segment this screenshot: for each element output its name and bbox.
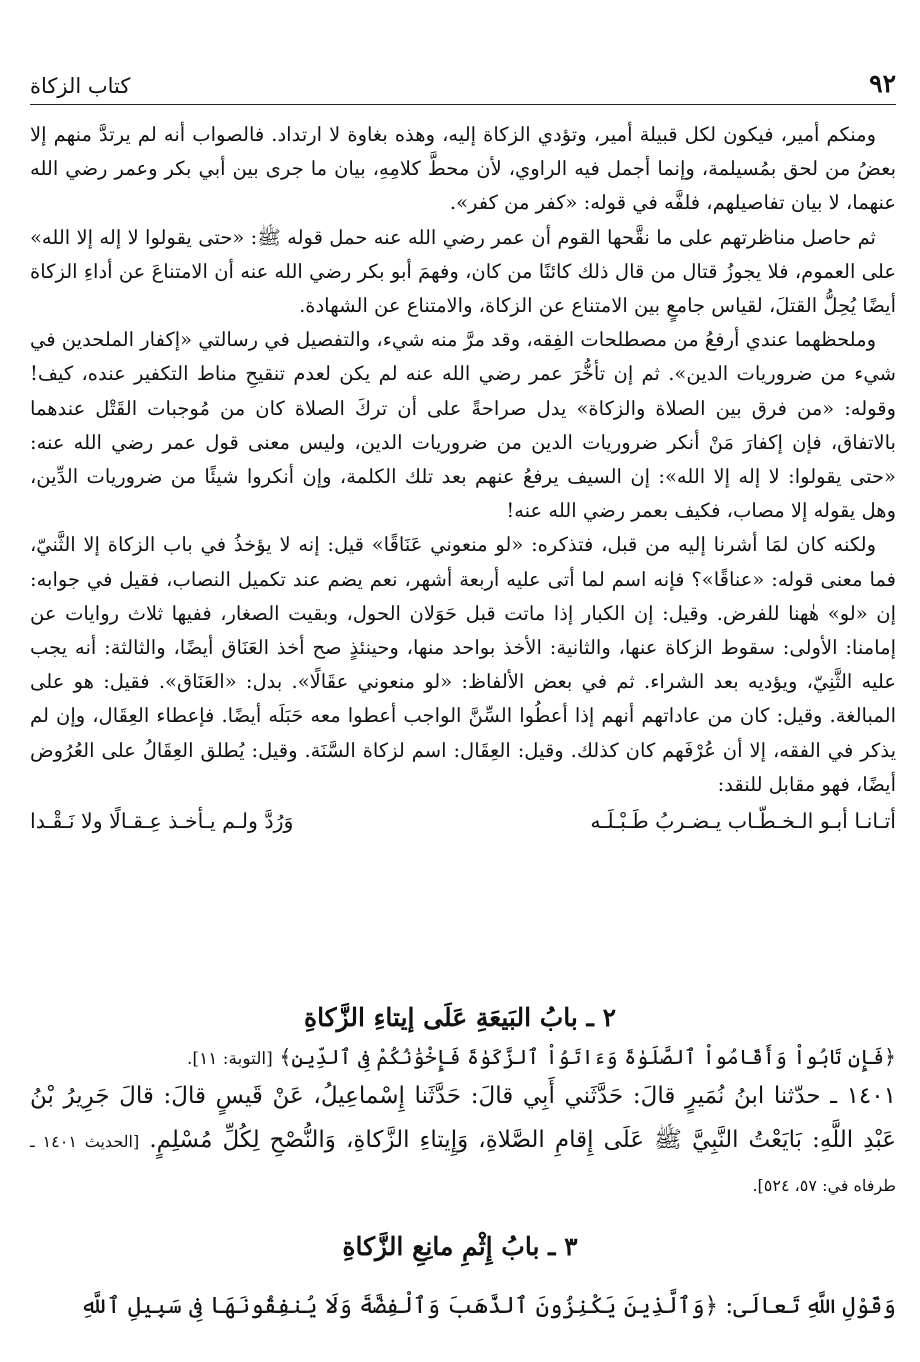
page-number: ٩٢ (869, 69, 896, 98)
quran-verse: ﴿فَإِن تَابُواْ وَأَقَامُواْ ٱلصَّلَوٰةَ وَءَاتَوُاْ ٱلزَّكَوٰةَ فَإِخْوَٰنُكُمْ فِى ٱلدِّينِ﴾ (279, 1045, 896, 1069)
quran-citation (30, 1040, 896, 1076)
hadith-block (30, 1075, 896, 1208)
hadith-references: [الحديث ١٤٠١ ـ طرفاه في: ٥٧، ٥٢٤]. (30, 1131, 896, 1195)
chapter-3-title: ٣ ـ بابُ إِثْمِ مانِعِ الزَّكاةِ (342, 1232, 578, 1261)
hadith-text: ١٤٠١ ـ حدّثنا ابنُ نُمَيرٍ قالَ: حَدَّثَني أَبِي قالَ: حَدَّثَنا إِسْماعِيلُ، عَنْ قَيسٍ قالَ: قالَ جَرِيرُ بْنُ عَبْدِ اللَّهِ: بَايَعْتُ النَّبِيَّ ﷺ عَلَى إِقامِ الصَّلاةِ، وَإِيتاءِ الزَّكاةِ، وَالنُّصْحِ لِكُلِّ مُسْلِمٍ. (30, 1083, 897, 1153)
paragraph: ثم حاصل مناظرتهم على ما نقَّحها القوم أن عمر رضي الله عنه حمل قوله ﷺ: «حتى يقولوا لا إله إلا الله» على العموم، فلا يجوزُ قتال من قال ذلك كائنًا من كان، وفهمَ أبو بكر رضي الله عنه أن الامتناعَ عن أداءِ الزكاة أيضًا يُحِلُّ القتلَ، لقياس جامعٍ بين الامتناع عن الزكاة، والامتناع عن الشهادة. (30, 225, 896, 318)
chapter-2-title: ٢ ـ بابُ البَيعَةِ عَلَى إيتاءِ الزَّكاةِ (303, 1003, 617, 1032)
running-title: كتاب الزكاة (30, 74, 131, 98)
paragraph: ولكنه كان لمَا أشرنا إليه من قبل، فتذكره: «لو منعوني عَنَاقًا» قيل: إنه لا يؤخذُ في باب الزكاة إلا الثَّنيّ، فما معنى قوله: «عناقًا»؟ فإنه اسم لما أتى عليه أربعة أشهر، نعم يضم عند تكميل النصاب، فقيل في جوابه: إن «لو» هٰهنا للفرض. وقيل: إن الكبار إذا ماتت قبل حَوَلان الحول، وبقيت الصغار، ففيها ثلاث روايات عن إمامنا: الأولى: سقوط الزكاة عنها، والثانية: الأخذ بواحد منها، وحينئذٍ صح أخذ العَنَاق أيضًا، والثالثة: أنه يجب عليه الثَّنِيّ، ويؤديه بعد الشراء. ثم في بعض الألفاظ: «لو منعوني عقَالًا». بدل: «العَنَاق». فقيل: هو على المبالغة. وقيل: كان من عاداتهم أنهم إذا أعطُوا السِّنَّ الواجب أعطوا معه حَبَلَه أيضًا. فإعطاء العِقَال، وإن لم يذكر في الفقه، إلا أن عُرْفَهم كان كذلك. وقيل: العِقَال: اسم لزكاة السَّنَة. وقيل: يُطلق العِقَالُ على العُرُوض أيضًا، فهو مقابل للنقد: (30, 533, 896, 796)
commentary-body (30, 118, 896, 838)
chapter-3-text: وَقَوْلِ اللَّهِ تَعالَى: ﴿وَٱلَّذِينَ يَكْنِزُونَ ٱلذَّهَبَ وَٱلْفِضَّةَ وَلَا يُنفِقُونَهَا فِى سَبِيلِ ٱللَّهِ (80, 1293, 896, 1319)
paragraph: وملحظهما عندي أرفعُ من مصطلحات الفِقه، وقد مرَّ منه شيء، والتفصيل في رسالتي «إكفار الملحدين في شيء من ضروريات الدين». ثم إن تأخُّرَ عمر رضي الله عنه لم يكن لعدم تنقيحِ مناط التكفير عنده، كيف! وقوله: «من فرق بين الصلاة والزكاة» يدل صراحةً على أن تركَ الصلاة كان من مُوجبات القَتْل عندهما بالاتفاق، فإن إكفارَ مَنْ أنكر ضروريات الدين من ضروريات الدين، وليس معنى قول عمر رضي الله عنه: «حتى يقولوا: لا إله إلا الله»: إن السيف يرفعُ عنهم بعد تلك الكلمة، وإن أنكروا شيئًا من ضروريات الدِّين، وهل يقوله إلا مصاب، فكيف بعمر رضي الله عنه! (30, 328, 896, 523)
poetry-verse (30, 804, 896, 838)
page-header (30, 58, 896, 105)
verse-first-half: أتـانـا أبـو الـخـطّـاب يـضـربُ طَـبْـلَـه (590, 809, 896, 834)
verse-second-half: وَرُدَّ ولـم يـأخـذ عِـقـالًا ولا نَـقْـدا (30, 809, 294, 834)
quran-reference: [التوبة: ١١]. (187, 1049, 273, 1069)
paragraph: ومنكم أمير، فيكون لكل قبيلة أمير، وتؤدي الزكاة إليه، وهذه بغاوة لا ارتداد. فالصواب أنه لم يرتدَّ منهم إلا بعضُ من لحق بمُسيلمة، وإنما أجمل فيه الراوي، لأن محطَّ كلامِهِ، بيان ما جرى بين أبي بكر وعمر رضي الله عنهما، لا بيان تفاصيلهم، فلفَّه في قوله: «كفر من كفر». (30, 123, 896, 215)
